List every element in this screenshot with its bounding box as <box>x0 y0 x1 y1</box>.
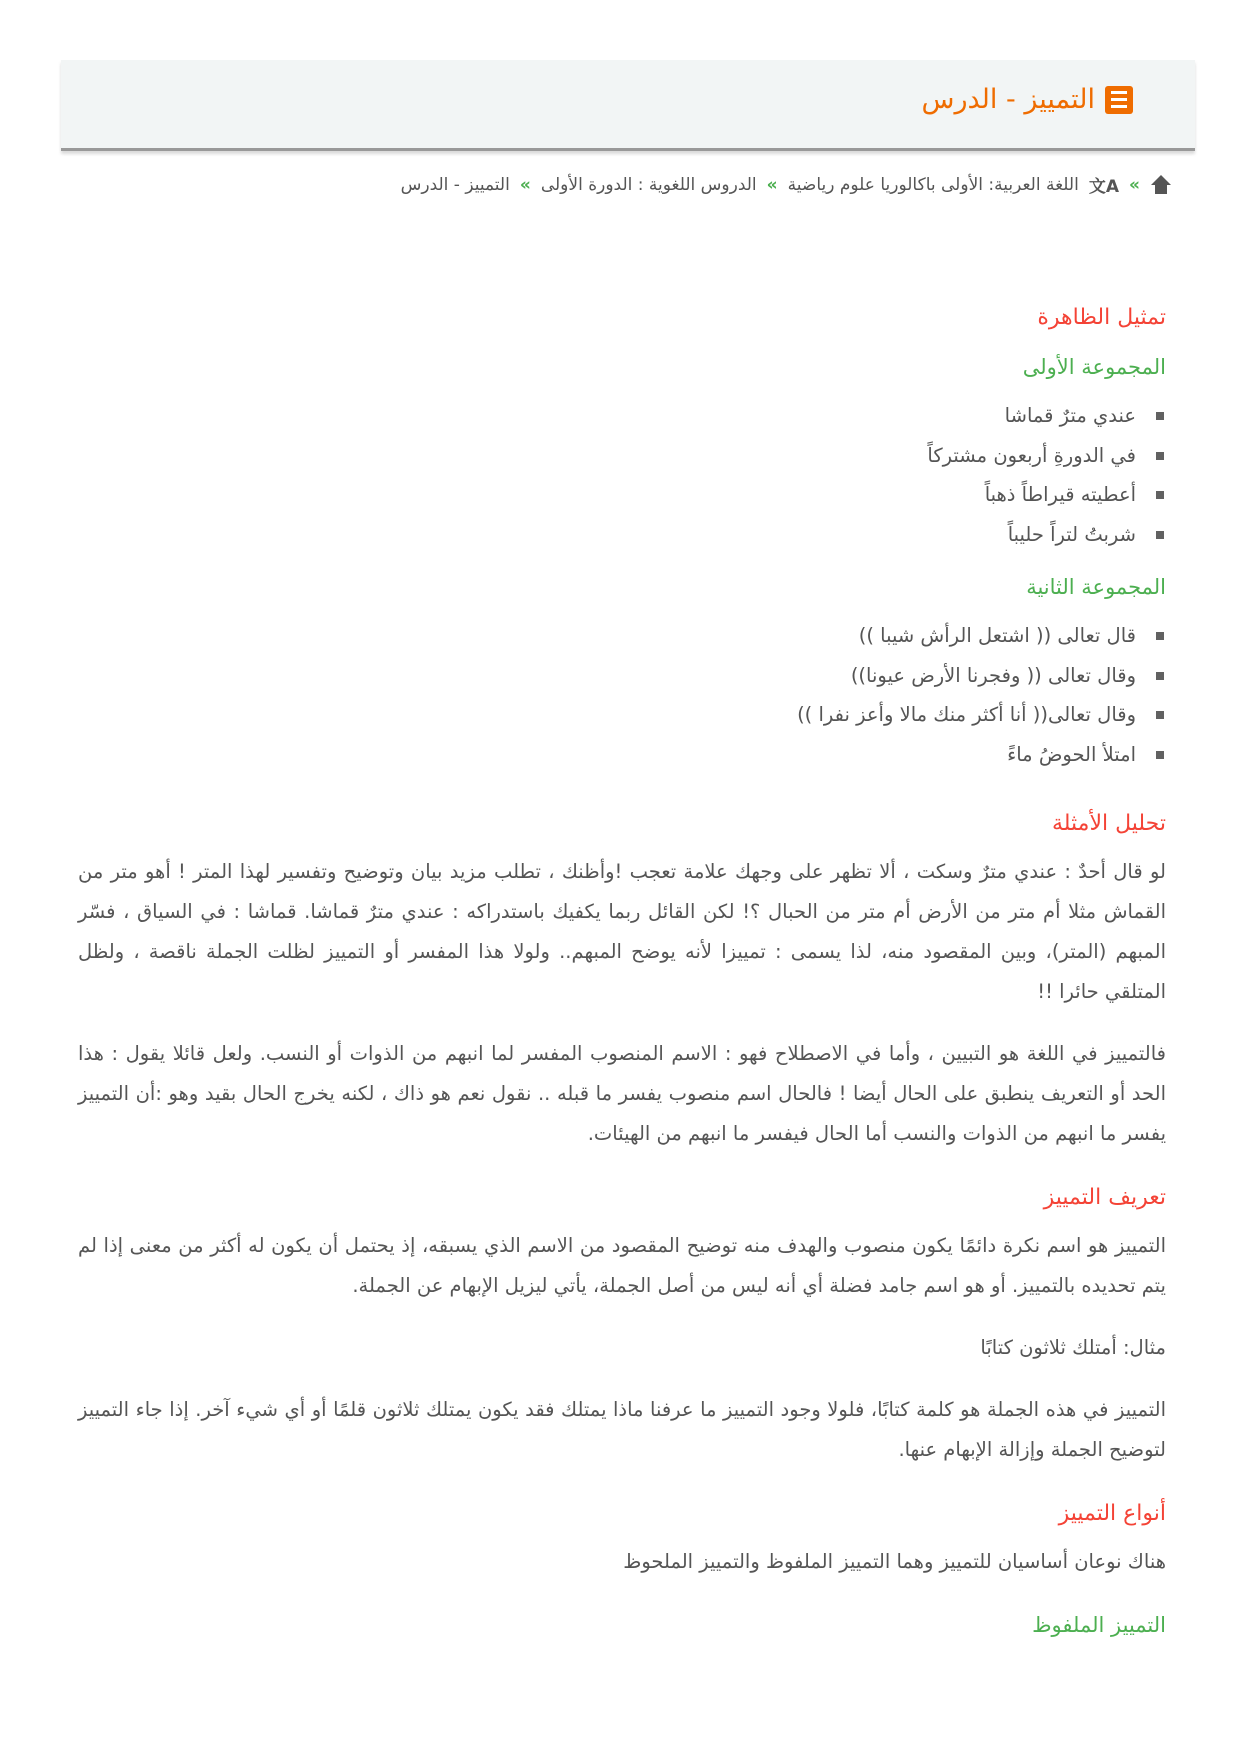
page-title <box>922 84 1133 115</box>
section-heading: تمثيل الظاهرة <box>1037 305 1166 330</box>
example-list <box>78 616 1166 774</box>
breadcrumb-separator: » <box>1129 174 1140 195</box>
breadcrumb <box>401 172 1172 197</box>
list-item: وقال تعالى (( وفجرنا الأرض عيونا)) <box>78 656 1136 696</box>
section-heading: أنواع التمييز <box>1058 1501 1166 1526</box>
paragraph: فالتمييز في اللغة هو التبيين ، وأما في الاصطلاح فهو : الاسم المنصوب المفسر لما انبهم من الذوات أو النسب. ولعل قائلا يقول : هذا الحد أو التعريف ينطبق على الحال أيضا ! فالحال اسم منصوب يفسر ما قبله .. نقول نعم هو ذاك ، لكنه يخرج الحال بقيد وهو :أن التمييز يفسر ما انبهم من الذوات والنسب أما الحال فيفسر ما انبهم من الهيئات. <box>78 1042 1166 1145</box>
section-heading: تعريف التمييز <box>1043 1185 1166 1210</box>
page-title-text: التمييز - الدرس <box>921 84 1095 115</box>
document-icon <box>1105 86 1133 114</box>
paragraph: التمييز هو اسم نكرة دائمًا يكون منصوب والهدف منه توضيح المقصود من الاسم الذي يسبقه، إذ يحتمل أن يكون له أكثر من معنى إذا لم يتم تحديده بالتمييز. أو هو اسم جامد فضلة أي أنه ليس من أصل الجملة، يأتي ليزيل الإبهام عن الجملة. <box>78 1234 1166 1297</box>
breadcrumb-link[interactable]: اللغة العربية: الأولى باكالوريا علوم رياضية <box>787 174 1079 195</box>
paragraph: مثال: أمتلك ثلاثون كتابًا <box>980 1336 1166 1359</box>
list-item: في الدورةِ أربعون مشتركاً <box>78 436 1136 476</box>
list-item: عندي مترٌ قماشا <box>78 396 1136 436</box>
breadcrumb-separator: » <box>519 174 531 195</box>
paragraph: التمييز في هذه الجملة هو كلمة كتابًا، فلولا وجود التمييز ما عرفنا ماذا يمتلك فقد يكون يمتلك ثلاثون قلمًا أو أي شيء آخر. إذا جاء التمييز لتوضيح الجملة وإزالة الإبهام عنها. <box>78 1398 1166 1461</box>
page-header-card <box>61 60 1195 151</box>
group-heading: التمييز الملفوظ <box>1032 1613 1166 1637</box>
list-item: شربتُ لتراً حليباً <box>78 515 1136 555</box>
example-list <box>78 396 1166 554</box>
section-heading: تحليل الأمثلة <box>1051 811 1166 836</box>
paragraph: هناك نوعان أساسيان للتمييز وهما التمييز الملفوظ والتمييز الملحوظ <box>623 1550 1166 1573</box>
home-icon[interactable] <box>1150 175 1172 195</box>
list-item: امتلأ الحوضُ ماءً <box>78 735 1136 775</box>
breadcrumb-separator: » <box>766 174 778 195</box>
group-heading: المجموعة الثانية <box>1026 575 1166 599</box>
list-item: قال تعالى (( اشتعل الرأش شيبا )) <box>78 616 1136 656</box>
group-heading: المجموعة الأولى <box>1022 355 1166 379</box>
breadcrumb-link[interactable]: الدروس اللغوية : الدورة الأولى <box>540 174 757 195</box>
list-item: أعطيته قيراطاً ذهباً <box>78 475 1136 515</box>
lesson-content <box>78 296 1166 1654</box>
breadcrumb-current: التمييز - الدرس <box>400 174 510 195</box>
list-item: وقال تعالى(( أنا أكثر منك مالا وأعز نفرا )) <box>78 695 1136 735</box>
paragraph: لو قال أحدٌ : عندي مترٌ وسكت ، ألا تظهر على وجهك علامة تعجب !وأظنك ، تطلب مزيد بيان وتوضيح وتفسير لهذا المتر ! أهو متر من القماش مثلا أم متر من الأرض أم متر من الحبال ؟! لكن القائل ربما يكفيك باستدراكه : عندي مترٌ قماشا. قماشا : في السياق ، فسّر المبهم (المتر)، وبين المقصود منه، لذا يسمى : تمييزا لأنه يوضح المبهم.. ولولا هذا المفسر أو التمييز لظلت الجملة ناقصة ، ولظل المتلقي حائرا !! <box>78 860 1166 1003</box>
translate-icon: 文A <box>1088 177 1120 197</box>
